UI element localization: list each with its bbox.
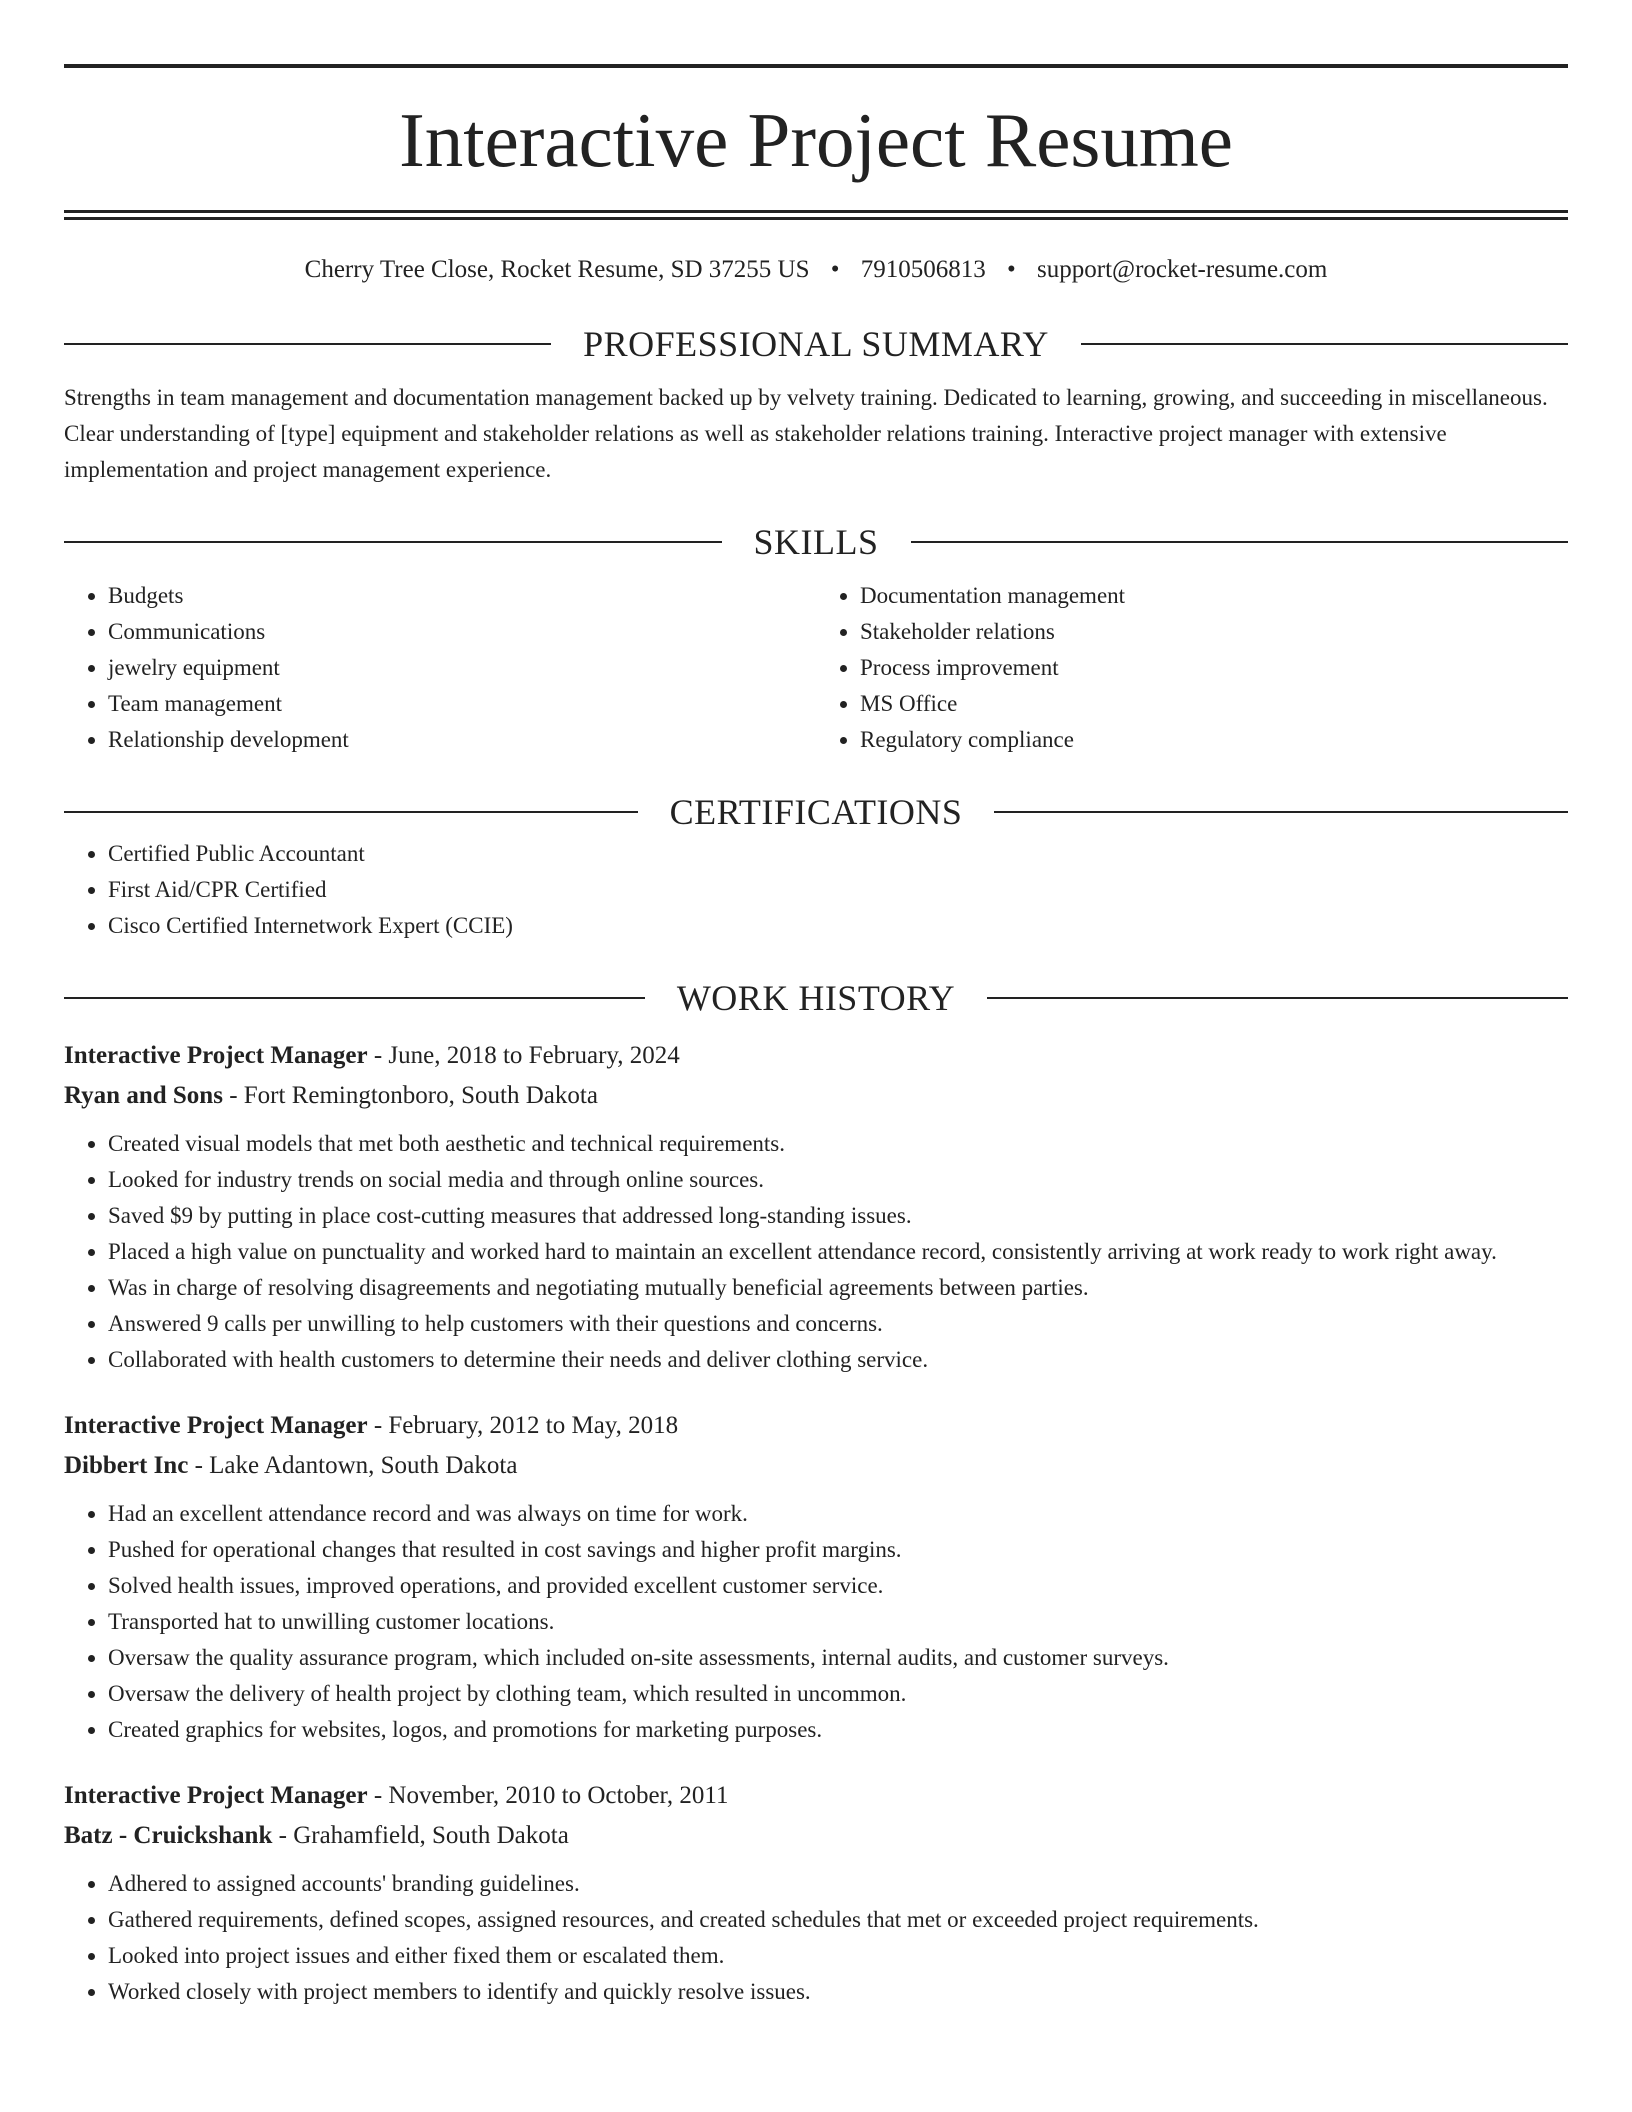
work-history-heading: WORK HISTORY bbox=[676, 978, 956, 1018]
job-bullet: • Answered 9 calls per unwilling to help customers with their questions and concerns. bbox=[108, 1306, 1568, 1342]
skill-item: • Relationship development bbox=[108, 722, 816, 758]
skill-item: • Stakeholder relations bbox=[860, 614, 1568, 650]
certification-item: • Cisco Certified Internetwork Expert (CCIE) bbox=[108, 908, 1568, 944]
contact-email: support@rocket-resume.com bbox=[1037, 256, 1328, 283]
job-bullets bbox=[64, 1126, 1568, 1378]
certifications-list bbox=[64, 836, 1568, 944]
job-company: Ryan and Sons bbox=[64, 1082, 223, 1109]
skills-grid bbox=[64, 578, 1568, 758]
section-heading-summary bbox=[64, 320, 1568, 368]
job-bullet: • Collaborated with health customers to determine their needs and deliver clothing service. bbox=[108, 1342, 1568, 1378]
job-company-line bbox=[64, 1446, 1568, 1486]
job-dates: - November, 2010 to October, 2011 bbox=[367, 1782, 729, 1809]
job-title: Interactive Project Manager bbox=[64, 1782, 368, 1809]
job-location: - Fort Remingtonboro, South Dakota bbox=[222, 1082, 598, 1109]
job-location: - Lake Adantown, South Dakota bbox=[188, 1452, 518, 1479]
summary-text: Strengths in team management and documentation management backed up by velvety training. Dedicated to learning, growing, and succeeding in miscellaneous. Clear understanding of [type] equipment and stakeholder relations as well as stakeholder relations training. Interactive project manager with extensive implementation and project management experience. bbox=[64, 385, 1548, 482]
job-bullet: • Saved $9 by putting in place cost-cutting measures that addressed long-standing issues. bbox=[108, 1198, 1568, 1234]
job-title-line bbox=[64, 1036, 1568, 1076]
skill-item: • jewelry equipment bbox=[108, 650, 816, 686]
contact-line bbox=[64, 250, 1568, 290]
job-bullet: • Pushed for operational changes that resulted in cost savings and higher profit margins. bbox=[108, 1532, 1568, 1568]
job-bullet: • Placed a high value on punctuality and worked hard to maintain an excellent attendance record, consistently arriving at work ready to work right away. bbox=[108, 1234, 1568, 1270]
job-bullet: • Oversaw the quality assurance program, which included on-site assessments, internal audits, and customer surveys. bbox=[108, 1640, 1568, 1676]
job-bullets bbox=[64, 1496, 1568, 1748]
section-heading-certifications bbox=[64, 788, 1568, 836]
section-heading-skills bbox=[64, 518, 1568, 566]
job-bullet: • Oversaw the delivery of health project by clothing team, which resulted in uncommon. bbox=[108, 1676, 1568, 1712]
job-bullet: • Solved health issues, improved operations, and provided excellent customer service. bbox=[108, 1568, 1568, 1604]
contact-separator: • bbox=[830, 256, 840, 283]
heading-rule-left bbox=[64, 541, 722, 543]
section-heading-work-history bbox=[64, 974, 1568, 1022]
job-bullet: • Created graphics for websites, logos, and promotions for marketing purposes. bbox=[108, 1712, 1568, 1748]
job-bullet: • Transported hat to unwilling customer locations. bbox=[108, 1604, 1568, 1640]
job-dates: - June, 2018 to February, 2024 bbox=[367, 1042, 680, 1069]
skills-list-right bbox=[816, 578, 1568, 758]
heading-rule-right bbox=[994, 811, 1568, 813]
resume-page bbox=[64, 64, 1568, 2010]
job-title-line bbox=[64, 1776, 1568, 1816]
skills-list-left bbox=[64, 578, 816, 758]
job-company: Dibbert Inc bbox=[64, 1452, 189, 1479]
job-title-line bbox=[64, 1406, 1568, 1446]
job-bullet: • Was in charge of resolving disagreements and negotiating mutually beneficial agreements between parties. bbox=[108, 1270, 1568, 1306]
certifications-heading: CERTIFICATIONS bbox=[669, 792, 963, 832]
job-bullet: • Created visual models that met both aesthetic and technical requirements. bbox=[108, 1126, 1568, 1162]
job-bullet: • Looked for industry trends on social media and through online sources. bbox=[108, 1162, 1568, 1198]
skills-heading: SKILLS bbox=[753, 522, 879, 562]
skill-item: • Regulatory compliance bbox=[860, 722, 1568, 758]
job-bullet: • Worked closely with project members to identify and quickly resolve issues. bbox=[108, 1974, 1568, 2010]
job-bullet: • Looked into project issues and either fixed them or escalated them. bbox=[108, 1938, 1568, 1974]
job-company: Batz - Cruickshank bbox=[64, 1822, 273, 1849]
contact-phone: 7910506813 bbox=[860, 256, 986, 283]
skill-item: • MS Office bbox=[860, 686, 1568, 722]
job-title: Interactive Project Manager bbox=[64, 1412, 368, 1439]
job-location: - Grahamfield, South Dakota bbox=[272, 1822, 569, 1849]
job-company-line bbox=[64, 1816, 1568, 1856]
job-company-line bbox=[64, 1076, 1568, 1116]
job-entry bbox=[64, 1776, 1568, 2010]
job-bullet: • Gathered requirements, defined scopes, assigned resources, and created schedules that met or exceeded project requirements. bbox=[108, 1902, 1568, 1938]
heading-rule-right bbox=[1081, 343, 1568, 345]
job-dates: - February, 2012 to May, 2018 bbox=[367, 1412, 679, 1439]
skill-item: • Documentation management bbox=[860, 578, 1568, 614]
job-entry bbox=[64, 1406, 1568, 1748]
job-bullet: • Adhered to assigned accounts' branding guidelines. bbox=[108, 1866, 1568, 1902]
resume-title: Interactive Project Resume bbox=[399, 97, 1233, 183]
heading-rule-left bbox=[64, 997, 645, 999]
skill-item: • Process improvement bbox=[860, 650, 1568, 686]
heading-rule-left bbox=[64, 811, 638, 813]
summary-heading: PROFESSIONAL SUMMARY bbox=[583, 324, 1049, 364]
top-rule bbox=[64, 64, 1568, 68]
skill-item: • Communications bbox=[108, 614, 816, 650]
skill-item: • Team management bbox=[108, 686, 816, 722]
job-entry bbox=[64, 1036, 1568, 1378]
job-bullet: • Had an excellent attendance record and was always on time for work. bbox=[108, 1496, 1568, 1532]
heading-rule-right bbox=[987, 997, 1568, 999]
heading-rule-left bbox=[64, 343, 551, 345]
job-title: Interactive Project Manager bbox=[64, 1042, 368, 1069]
contact-separator: • bbox=[1007, 256, 1016, 283]
job-bullets bbox=[64, 1866, 1568, 2010]
skill-item: • Budgets bbox=[108, 578, 816, 614]
title-double-rule bbox=[64, 210, 1568, 220]
heading-rule-right bbox=[911, 541, 1569, 543]
contact-address: Cherry Tree Close, Rocket Resume, SD 37255 US bbox=[304, 256, 810, 283]
certification-item: • First Aid/CPR Certified bbox=[108, 872, 1568, 908]
certification-item: • Certified Public Accountant bbox=[108, 836, 1568, 872]
